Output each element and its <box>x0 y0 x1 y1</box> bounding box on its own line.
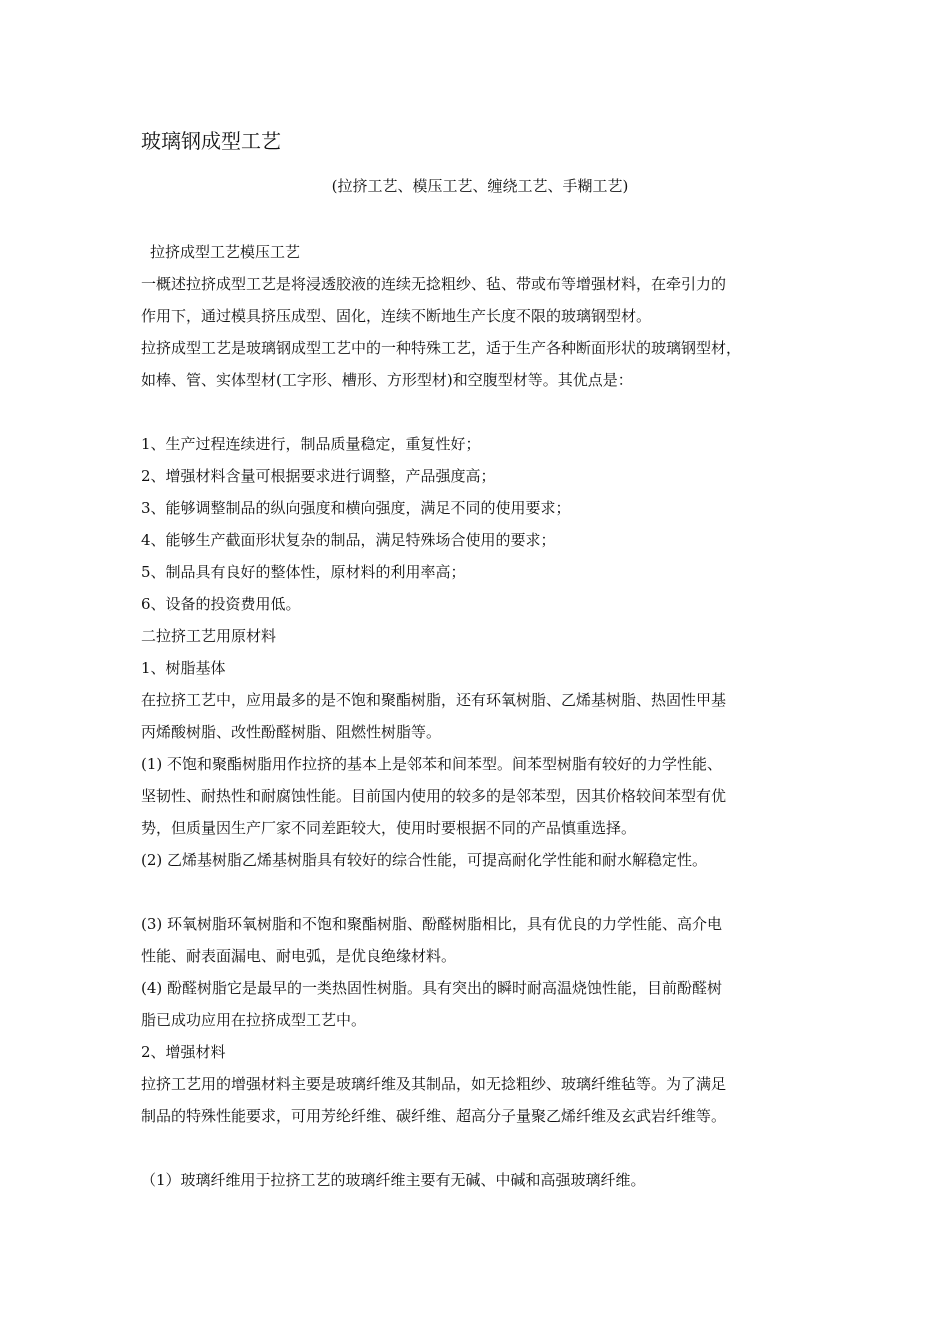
document-body <box>141 236 821 1196</box>
paragraph-line: 作用下，通过模具挤压成型、固化，连续不断地生产长度不限的玻璃钢型材。 <box>141 307 652 325</box>
list-item: 1、生产过程连续进行，制品质量稳定，重复性好； <box>141 435 481 453</box>
paragraph-line: 性能、耐表面漏电、耐电弧，是优良绝缘材料。 <box>141 947 457 965</box>
list-item: 3、能够调整制品的纵向强度和横向强度，满足不同的使用要求； <box>141 499 571 517</box>
paragraph-line: 坚韧性、耐热性和耐腐蚀性能。目前国内使用的较多的是邻苯型，因其价格较间苯型有优 <box>141 787 727 805</box>
blank-line <box>141 876 821 908</box>
subsection-heading: 1、树脂基体 <box>141 659 226 677</box>
paragraph-line: 丙烯酸树脂、改性酚醛树脂、阻燃性树脂等。 <box>141 723 442 741</box>
section-heading: 拉挤成型工艺模压工艺 <box>150 243 301 261</box>
document-subtitle: (拉挤工艺、模压工艺、缠绕工艺、手糊工艺) <box>331 177 629 195</box>
list-item: 6、设备的投资费用低。 <box>141 595 301 613</box>
paragraph-line: 制品的特殊性能要求，可用芳纶纤维、碳纤维、超高分子量聚乙烯纤维及玄武岩纤维等。 <box>141 1107 727 1125</box>
paragraph-line: (3) 环氧树脂环氧树脂和不饱和聚酯树脂、酚醛树脂相比，具有优良的力学性能、高介电 <box>141 915 723 933</box>
paragraph-line: （1）玻璃纤维用于拉挤工艺的玻璃纤维主要有无碱、中碱和高强玻璃纤维。 <box>141 1171 646 1189</box>
list-item: 2、增强材料含量可根据要求进行调整，产品强度高； <box>141 467 496 485</box>
blank-line <box>141 1132 821 1164</box>
paragraph-line: 脂已成功应用在拉挤成型工艺中。 <box>141 1011 367 1029</box>
subsection-heading: 2、增强材料 <box>141 1043 226 1061</box>
paragraph-line: 如棒、管、实体型材(工字形、槽形、方形型材)和空腹型材等。其优点是： <box>141 371 633 389</box>
paragraph-line: 拉挤成型工艺是玻璃钢成型工艺中的一种特殊工艺，适于生产各种断面形状的玻璃钢型材， <box>141 339 742 357</box>
list-item: 5、制品具有良好的整体性，原材料的利用率高； <box>141 563 466 581</box>
paragraph-line: 势，但质量因生产厂家不同差距较大，使用时要根据不同的产品慎重选择。 <box>141 819 637 837</box>
paragraph-line: 在拉挤工艺中，应用最多的是不饱和聚酯树脂，还有环氧树脂、乙烯基树脂、热固性甲基 <box>141 691 727 709</box>
paragraph-line: (1) 不饱和聚酯树脂用作拉挤的基本上是邻苯和间苯型。间苯型树脂有较好的力学性能、 <box>141 755 723 773</box>
paragraph-line: (2) 乙烯基树脂乙烯基树脂具有较好的综合性能，可提高耐化学性能和耐水解稳定性。 <box>141 851 708 869</box>
blank-line <box>141 396 821 428</box>
list-item: 4、能够生产截面形状复杂的制品，满足特殊场合使用的要求； <box>141 531 556 549</box>
document-title: 玻璃钢成型工艺 <box>141 129 281 153</box>
section-heading: 二拉挤工艺用原材料 <box>141 627 277 645</box>
paragraph-line: 一概述拉挤成型工艺是将浸透胶液的连续无捻粗纱、毡、带或布等增强材料，在牵引力的 <box>141 275 727 293</box>
paragraph-line: (4) 酚醛树脂它是最早的一类热固性树脂。具有突出的瞬时耐高温烧蚀性能，目前酚醛树 <box>141 979 723 997</box>
paragraph-line: 拉挤工艺用的增强材料主要是玻璃纤维及其制品，如无捻粗纱、玻璃纤维毡等。为了满足 <box>141 1075 727 1093</box>
